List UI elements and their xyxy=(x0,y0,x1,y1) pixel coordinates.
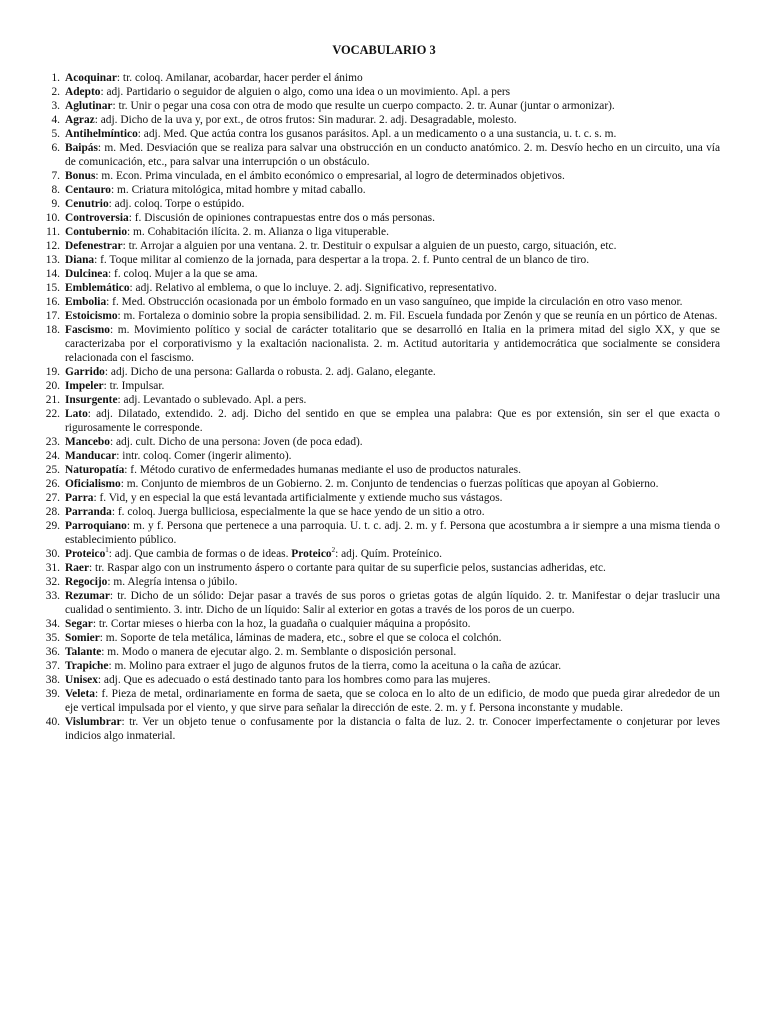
vocabulary-entry xyxy=(0,393,720,407)
vocabulary-entry xyxy=(0,85,720,99)
entry-number: 15. xyxy=(45,282,60,294)
entry-number: 33. xyxy=(45,590,60,602)
entry-term: Parroquiano xyxy=(65,520,127,532)
vocabulary-entry xyxy=(0,477,720,491)
vocabulary-entry xyxy=(0,267,720,281)
entry-term: Diana xyxy=(65,254,95,266)
entry-term: Parranda xyxy=(65,506,112,518)
entry-term: Rezumar xyxy=(65,590,110,602)
entry-term: Controversia xyxy=(65,212,129,224)
entry-definition: : m. Molino para extraer el jugo de algunos frutos de la tierra, como la aceituna o la caña de azúcar. xyxy=(108,660,562,672)
entry-definition: : m. Criatura mitológica, mitad hombre y mitad caballo. xyxy=(111,184,366,196)
entry-definition: : tr. coloq. Amilanar, acobardar, hacer perder el ánimo xyxy=(116,72,363,84)
entry-number: 38. xyxy=(45,674,60,686)
entry-definition: : f. Vid, y en especial la que está levantada artificialmente y extiende mucho sus vástagos. xyxy=(93,492,503,504)
entry-term: Centauro xyxy=(65,184,111,196)
entry-number: 34. xyxy=(45,618,60,630)
entry-number: 24. xyxy=(45,450,60,462)
entry-number: 19. xyxy=(45,366,60,378)
entry-term: Parra xyxy=(65,492,94,504)
entry-term: Veleta xyxy=(65,688,95,700)
entry-definition: : adj. Partidario o seguidor de alguien o algo, como una idea o un movimiento. Apl. a pers xyxy=(100,86,511,98)
entry-term: Unisex xyxy=(65,674,98,686)
entry-term: Naturopatía xyxy=(65,464,125,476)
entry-definition: : tr. Arrojar a alguien por una ventana. 2. tr. Destituir o expulsar a alguien de un puesto, cargo, situación, etc. xyxy=(122,240,617,252)
entry-definition: : m. y f. Persona que pertenece a una parroquia. U. t. c. adj. 2. m. y f. Persona que acostumbra a ir siempre a una misma tienda o establecimiento público. xyxy=(65,520,720,546)
entry-term: Aglutinar xyxy=(65,100,113,112)
vocabulary-entry xyxy=(0,365,720,379)
entry-term: Trapiche xyxy=(65,660,109,672)
entry-number: 14. xyxy=(45,268,60,280)
vocabulary-entry xyxy=(0,309,720,323)
vocabulary-entry xyxy=(0,561,720,575)
entry-number: 5. xyxy=(51,128,60,140)
vocabulary-entry xyxy=(0,715,720,743)
entry-definition: : adj. Med. Que actúa contra los gusanos parásitos. Apl. a un medicamento o a una sustancia, u. t. c. s. m. xyxy=(137,128,617,140)
entry-definition: : adj. cult. Dicho de una persona: Joven (de poca edad). xyxy=(109,436,363,448)
entry-term: Segar xyxy=(65,618,93,630)
entry-term: Acoquinar xyxy=(65,72,117,84)
entry-term: Baipás xyxy=(65,142,98,154)
entry-definition: : m. Alegría intensa o júbilo. xyxy=(107,576,238,588)
entry-definition: : f. Med. Obstrucción ocasionada por un émbolo formado en un vaso sanguíneo, que impide la circulación en otro vaso menor. xyxy=(106,296,683,308)
vocabulary-entry xyxy=(0,505,720,519)
entry-number: 21. xyxy=(45,394,60,406)
vocabulary-entry xyxy=(0,71,720,85)
vocabulary-entry xyxy=(0,169,720,183)
vocabulary-entry xyxy=(0,253,720,267)
vocabulary-entry xyxy=(0,141,720,169)
entry-number: 18. xyxy=(45,324,60,336)
entry-number: 25. xyxy=(45,464,60,476)
entry-definition: : f. Método curativo de enfermedades humanas mediante el uso de productos naturales. xyxy=(124,464,521,476)
entry-number: 30. xyxy=(45,548,60,560)
entry-definition: : adj. Dilatado, extendido. 2. adj. Dicho del sentido en que se emplea una palabra: Que es por extensión, sin ser el que exacta o rigurosamente le corresponde. xyxy=(65,408,720,434)
entry-number: 7. xyxy=(51,170,60,182)
entry-number: 37. xyxy=(45,660,60,672)
entry-definition: : f. coloq. Juerga bulliciosa, especialmente la que se hace yendo de un sitio a otro. xyxy=(111,506,485,518)
vocabulary-entry xyxy=(0,519,720,547)
entry-term: Talante xyxy=(65,646,102,658)
vocabulary-entry xyxy=(0,281,720,295)
entry-term: Manducar xyxy=(65,450,117,462)
vocabulary-entry xyxy=(0,435,720,449)
entry-term: Lato xyxy=(65,408,88,420)
entry-number: 36. xyxy=(45,646,60,658)
entry-number: 26. xyxy=(45,478,60,490)
entry-term: Somier xyxy=(65,632,100,644)
entry-number: 32. xyxy=(45,576,60,588)
entry-number: 29. xyxy=(45,520,60,532)
vocabulary-entry xyxy=(0,183,720,197)
vocabulary-entry xyxy=(0,113,720,127)
vocabulary-entry xyxy=(0,687,720,715)
entry-term: Agraz xyxy=(65,114,95,126)
entry-number: 22. xyxy=(45,408,60,420)
entry-term: Oficialismo xyxy=(65,478,121,490)
entry-definition: : m. Fortaleza o dominio sobre la propia sensibilidad. 2. m. Fil. Escuela fundada por Zenón y que se reunía en un pórtico de Atenas. xyxy=(117,310,718,322)
entry-number: 39. xyxy=(45,688,60,700)
entry-term: Raer xyxy=(65,562,90,574)
entry-term: Regocijo xyxy=(65,576,108,588)
entry-number: 35. xyxy=(45,632,60,644)
entry-definition: : m. Med. Desviación que se realiza para salvar una obstrucción en un conducto anatómico. 2. m. Desvío hecho en un circuito, una vía de comunicación, etc., para salvar una interrupción o un obstáculo. xyxy=(65,142,720,168)
vocabulary-entry xyxy=(0,197,720,211)
entry-number: 1. xyxy=(51,72,60,84)
entry-number: 28. xyxy=(45,506,60,518)
entry-superscript: 1 xyxy=(105,546,109,555)
entry-number: 11. xyxy=(46,226,60,238)
entry-term: Cenutrio xyxy=(65,198,109,210)
entry-definition: : intr. coloq. Comer (ingerir alimento). xyxy=(116,450,292,462)
entry-definition: : adj. Dicho de una persona: Gallarda o robusta. 2. adj. Galano, elegante. xyxy=(104,366,436,378)
vocabulary-entry xyxy=(0,617,720,631)
entry-number: 3. xyxy=(51,100,60,112)
entry-definition: : f. Discusión de opiniones contrapuestas entre dos o más personas. xyxy=(128,212,435,224)
entry-number: 40. xyxy=(45,716,60,728)
entry-term: Emblemático xyxy=(65,282,130,294)
entry-definition: : m. Econ. Prima vinculada, en el ámbito económico o empresarial, al logro de determinados objetivos. xyxy=(95,170,565,182)
vocabulary-entry xyxy=(0,547,720,561)
entry-definition: : tr. Dicho de un sólido: Dejar pasar a través de sus poros o grietas gotas de algún líquido. 2. tr. Manifestar o dejar traslucir una cualidad o sentimiento. 3. intr. Dicho de un líquido: Salir al exterior en gotas a través de los poros de un cuerpo. xyxy=(65,590,720,616)
vocabulary-entry xyxy=(0,99,720,113)
vocabulary-entry xyxy=(0,589,720,617)
entry-definition: : m. Conjunto de miembros de un Gobierno. 2. m. Conjunto de tendencias o fuerzas políticas que apoyan al Gobierno. xyxy=(120,478,659,490)
vocabulary-entry xyxy=(0,225,720,239)
entry-definition: : adj. Relativo al emblema, o que lo incluye. 2. adj. Significativo, representativo. xyxy=(129,282,497,294)
entry-term: Vislumbrar xyxy=(65,716,122,728)
vocabulary-entry xyxy=(0,211,720,225)
entry-number: 12. xyxy=(45,240,60,252)
entry-number: 6. xyxy=(51,142,60,154)
vocabulary-entry xyxy=(0,659,720,673)
entry-number: 23. xyxy=(45,436,60,448)
entry-definition: : tr. Raspar algo con un instrumento áspero o cortante para quitar de su superficie pelos, sustancias adheridas, etc. xyxy=(89,562,606,574)
entry-number: 31. xyxy=(45,562,60,574)
entry-definition: : tr. Ver un objeto tenue o confusamente por la distancia o falta de luz. 2. tr. Conocer imperfectamente o conjeturar por leves indicios algo inmaterial. xyxy=(65,716,720,742)
entry-term: Dulcinea xyxy=(65,268,109,280)
entry-number: 20. xyxy=(45,380,60,392)
entry-number: 10. xyxy=(45,212,60,224)
entry-superscript: 2 xyxy=(331,546,336,555)
entry-term: Mancebo xyxy=(65,436,110,448)
entry-number: 4. xyxy=(51,114,60,126)
vocabulary-entry xyxy=(0,575,720,589)
entry-term: Fascismo xyxy=(65,324,110,336)
entry-term: Defenestrar xyxy=(65,240,123,252)
entry-number: 2. xyxy=(51,86,60,98)
document-title: VOCABULARIO 3 xyxy=(332,43,436,57)
entry-definition: : m. Cohabitación ilícita. 2. m. Alianza o liga vituperable. xyxy=(127,226,389,238)
entry-definition: : f. coloq. Mujer a la que se ama. xyxy=(108,268,258,280)
entry-definition: : adj. Quím. Proteínico. xyxy=(335,548,443,560)
vocabulary-entry xyxy=(0,295,720,309)
entry-number: 17. xyxy=(45,310,60,322)
vocabulary-entry xyxy=(0,631,720,645)
entry-term: Impeler xyxy=(65,380,104,392)
entry-term: Proteico xyxy=(65,548,106,560)
entry-definition: : m. Modo o manera de ejecutar algo. 2. m. Semblante o disposición personal. xyxy=(101,646,457,658)
vocabulary-entry xyxy=(0,127,720,141)
entry-definition: : m. Soporte de tela metálica, láminas de madera, etc., sobre el que se coloca el colchón. xyxy=(99,632,502,644)
vocabulary-entry xyxy=(0,463,720,477)
entry-definition: : tr. Impulsar. xyxy=(103,380,165,392)
entry-definition: : m. Movimiento político y social de carácter totalitario que se desarrolló en Italia en la primera mitad del siglo XX, y que se caracterizaba por el corporativismo y la exaltación nacionalista. 2. m. Actitud autoritaria y antidemocrática que socialmente se considera relacionada con el fascismo. xyxy=(65,324,720,364)
entry-number: 27. xyxy=(45,492,60,504)
entry-definition: : adj. Dicho de la uva y, por ext., de otros frutos: Sin madurar. 2. adj. Desagradable, molesto. xyxy=(94,114,517,126)
entry-term: Bonus xyxy=(65,170,96,182)
entry-term: Insurgente xyxy=(65,394,118,406)
entry-number: 9. xyxy=(51,198,60,210)
entry-term: Antihelmíntico xyxy=(65,128,138,140)
vocabulary-entry xyxy=(0,379,720,393)
entry-term: Estoicismo xyxy=(65,310,118,322)
entry-definition: : tr. Unir o pegar una cosa con otra de modo que resulte un cuerpo compacto. 2. tr. Aunar (juntar o armonizar). xyxy=(112,100,615,112)
vocabulary-entry xyxy=(0,239,720,253)
entry-definition: : f. Pieza de metal, ordinariamente en forma de saeta, que se coloca en lo alto de un edificio, de modo que pueda girar alrededor de un eje vertical impulsada por el viento, y que sirve para señalar la dirección de este. 2. m. y f. Persona inconstante y mudable. xyxy=(65,688,720,714)
vocabulary-entry xyxy=(0,491,720,505)
entry-term: Proteico xyxy=(291,548,332,560)
vocabulary-entry xyxy=(0,673,720,687)
vocabulary-entry xyxy=(0,323,720,365)
entry-definition: : f. Toque militar al comienzo de la jornada, para despertar a la tropa. 2. f. Punto central de un blanco de tiro. xyxy=(94,254,590,266)
entry-definition: : adj. Que cambia de formas o de ideas. xyxy=(108,548,292,560)
entry-number: 13. xyxy=(45,254,60,266)
entry-number: 8. xyxy=(51,184,60,196)
entry-number: 16. xyxy=(45,296,60,308)
entry-definition: : adj. Que es adecuado o está destinado tanto para los hombres como para las mujeres. xyxy=(97,674,491,686)
entry-definition: : adj. Levantado o sublevado. Apl. a pers. xyxy=(117,394,307,406)
entry-term: Embolia xyxy=(65,296,107,308)
vocabulary-entry xyxy=(0,645,720,659)
entry-term: Garrido xyxy=(65,366,105,378)
entry-term: Contubernio xyxy=(65,226,128,238)
entry-term: Adepto xyxy=(65,86,101,98)
entry-definition: : adj. coloq. Torpe o estúpido. xyxy=(108,198,245,210)
vocabulary-list xyxy=(0,71,720,743)
vocabulary-entry xyxy=(0,407,720,435)
entry-definition: : tr. Cortar mieses o hierba con la hoz, la guadaña o cualquier máquina a propósito. xyxy=(92,618,471,630)
vocabulary-entry xyxy=(0,449,720,463)
